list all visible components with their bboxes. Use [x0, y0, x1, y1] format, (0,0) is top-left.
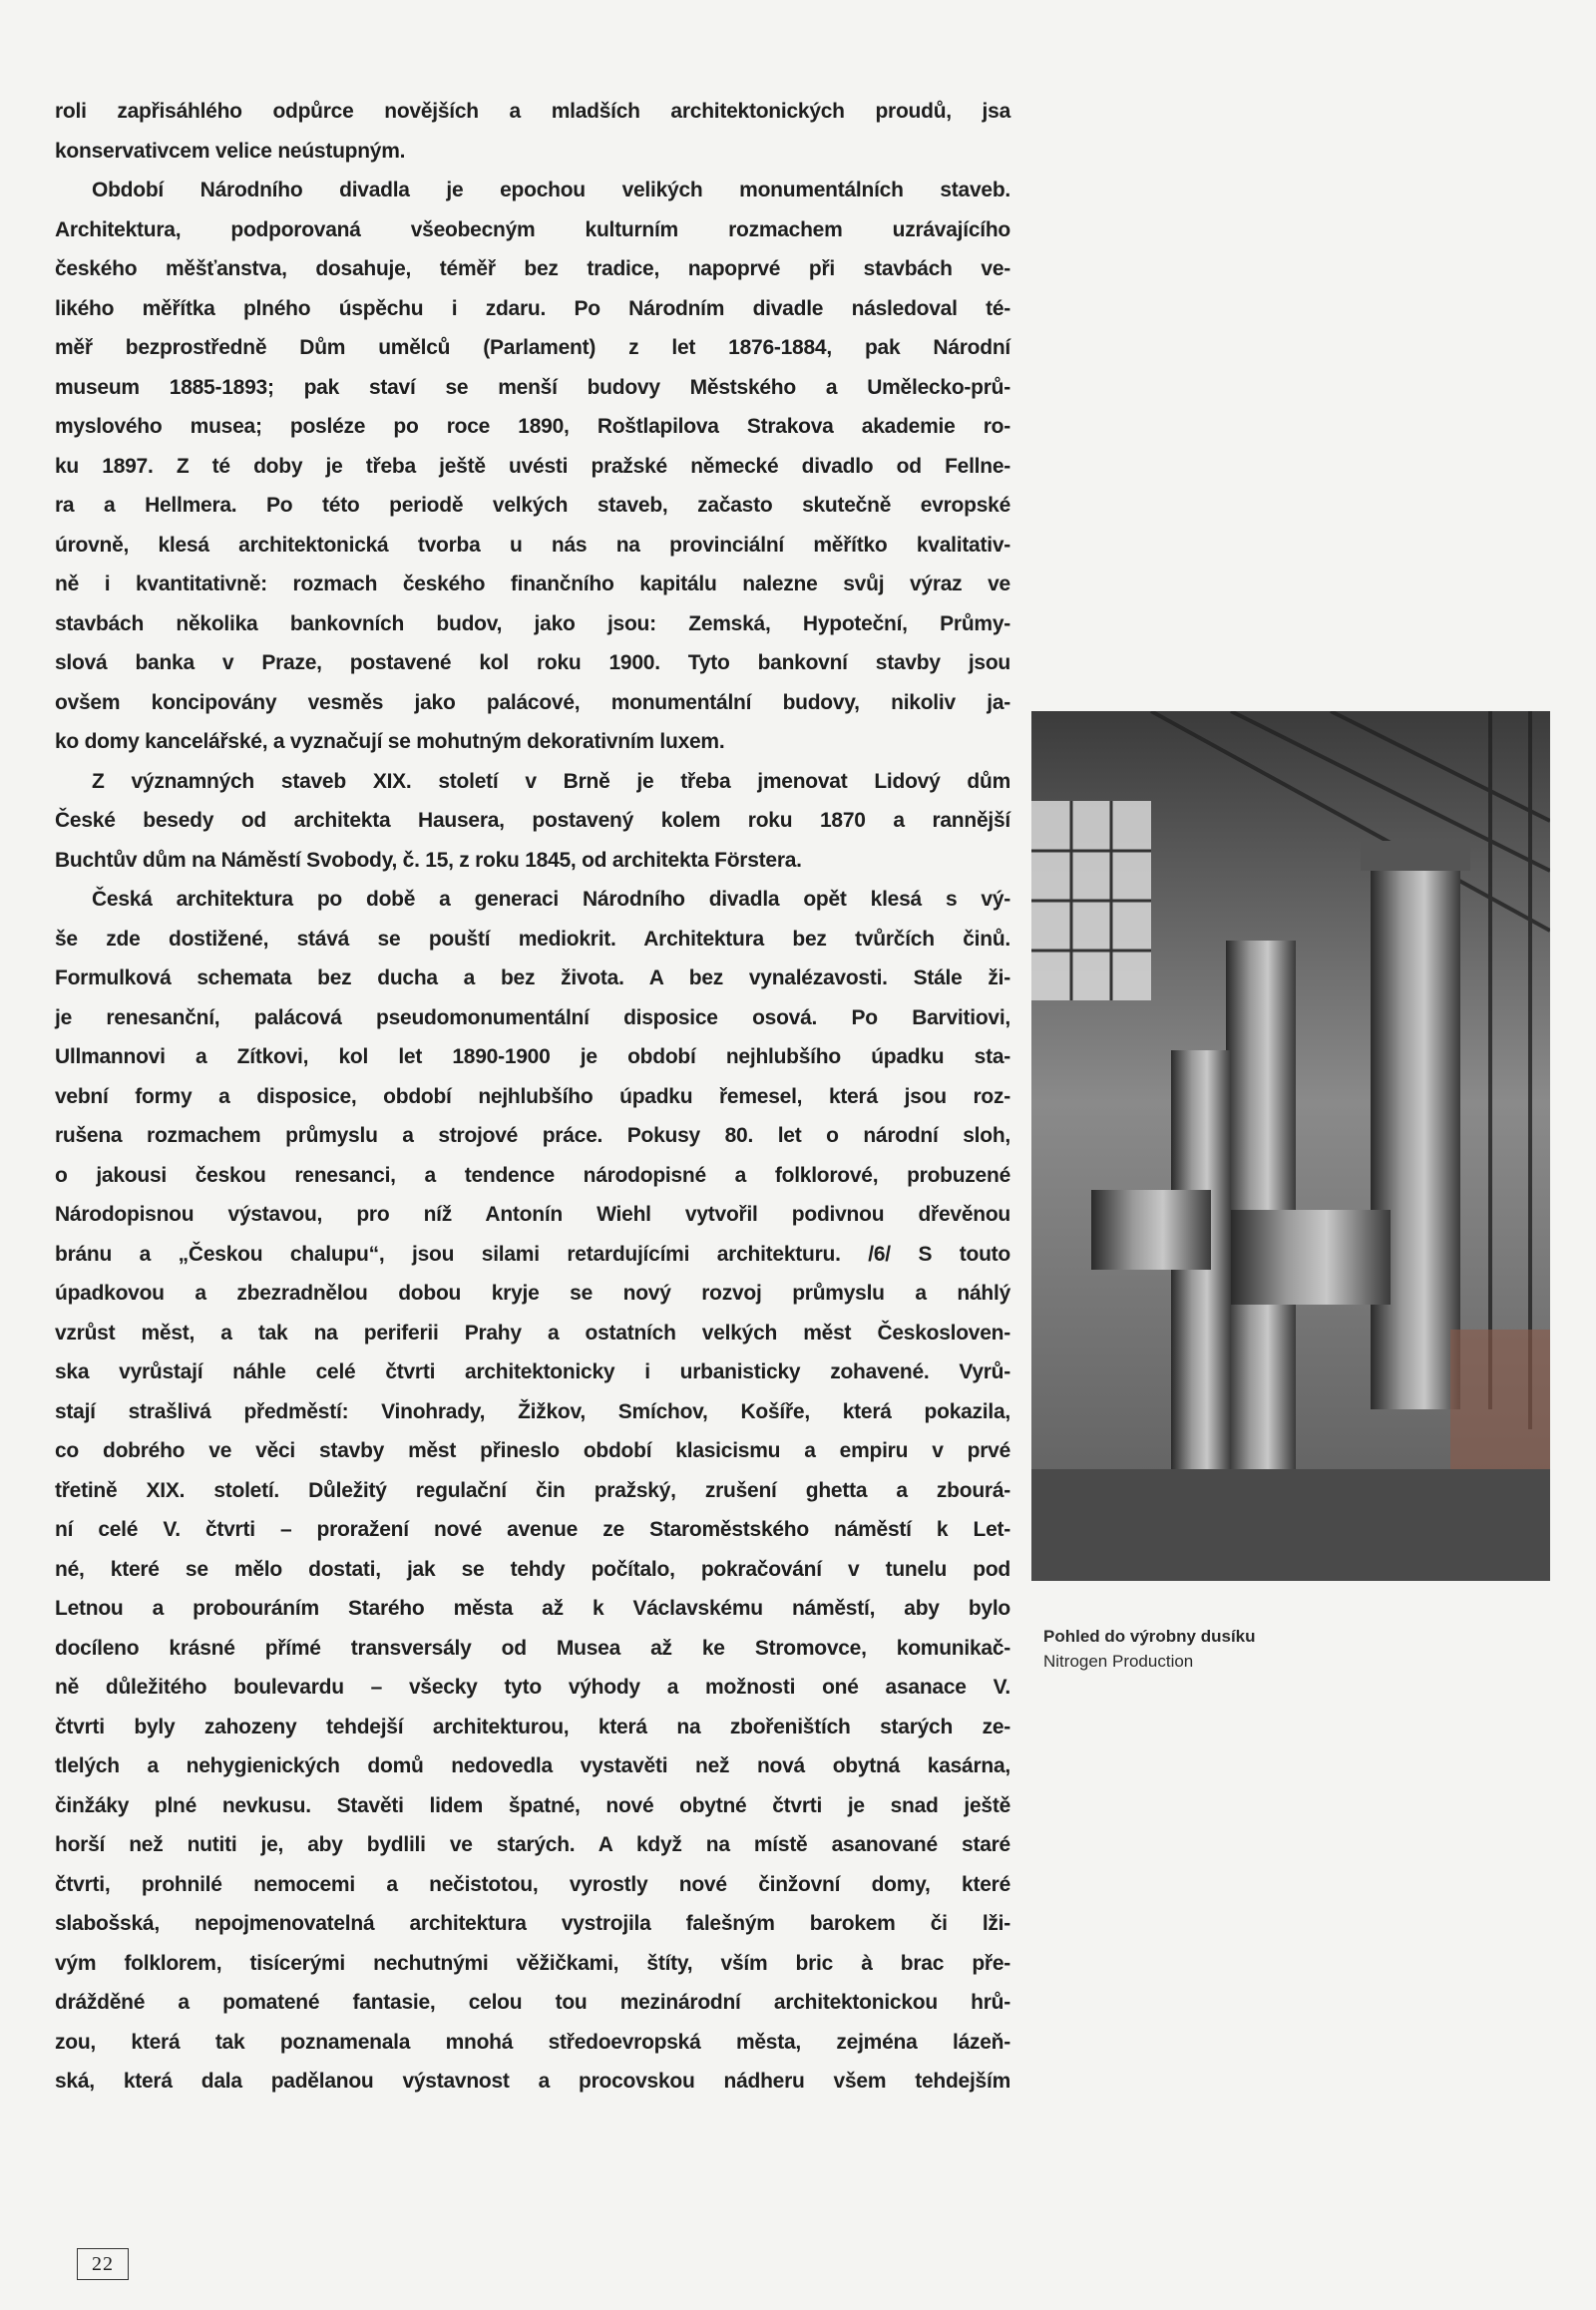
text-line: zou, která tak poznamenala mnohá středoevropská města, zejména lázeň- — [55, 2030, 1010, 2054]
text-line: Formulková schemata bez ducha a bez života. A bez vynalézavosti. Stále ži- — [55, 966, 1010, 989]
text-line: čtvrti byly zahozeny tehdejší architekturou, která na zbořeništích starých ze- — [55, 1715, 1010, 1738]
text-line: myslového musea; posléze po roce 1890, Roštlapilova Strakova akademie ro- — [55, 415, 1010, 438]
text-line: museum 1885-1893; pak staví se menší budovy Městského a Umělecko-prů- — [55, 375, 1010, 399]
text-line: stají strašlivá předměstí: Vinohrady, Žižkov, Smíchov, Košíře, která pokazila, — [55, 1399, 1010, 1423]
text-line: je renesanční, palácová pseudomonumentální disposice osová. Po Barvitiovi, — [55, 1005, 1010, 1029]
text-line: České besedy od architekta Hausera, postavený kolem roku 1870 a rannější — [55, 809, 1010, 832]
text-line: činžáky plné nevkusu. Stavěti lidem špatné, nové obytné čtvrti je snad ještě — [55, 1793, 1010, 1817]
text-line: slabošská, nepojmenovatelná architektura vystrojila falešným barokem či lži- — [55, 1912, 1010, 1935]
body-text — [55, 92, 1010, 2102]
text-line: Z významných staveb XIX. století v Brně je třeba jmenovat Lidový dům — [92, 769, 1010, 793]
text-line: ní celé V. čtvrti – proražení nové avenue ze Staroměstského náměstí k Let- — [55, 1518, 1010, 1541]
text-line: roli zapřisáhlého odpůrce novějších a mladších architektonických proudů, jsa — [55, 100, 1010, 123]
text-line: o jakousi českou renesanci, a tendence národopisné a folklorové, probuzené — [55, 1163, 1010, 1187]
text-line: ně důležitého boulevardu – všecky tyto výhody a možnosti oné asanace V. — [55, 1676, 1010, 1699]
text-line: třetině XIX. století. Důležitý regulační čin pražský, zrušení ghetta a zbourá- — [55, 1478, 1010, 1502]
text-line: Česká architektura po době a generaci Národního divadla opět klesá s vý- — [92, 888, 1010, 911]
text-line: ra a Hellmera. Po této periodě velkých staveb, začasto skutečně evropské — [55, 494, 1010, 517]
text-line: likého měřítka plného úspěchu i zdaru. Po Národním divadle následoval té- — [55, 296, 1010, 320]
caption-czech: Pohled do výrobny dusíku — [1043, 1627, 1256, 1646]
nitrogen-plant-image — [1031, 711, 1550, 1581]
caption-english: Nitrogen Production — [1043, 1652, 1194, 1671]
text-line: tlelých a nehygienických domů nedovedla vystavěti než nová obytná kasárna, — [55, 1754, 1010, 1777]
text-line: ně i kvantitativně: rozmach českého finančního kapitálu nalezne svůj výraz ve — [55, 573, 1010, 595]
text-line: úpadkovou a zbezradnělou dobou kryje se nový rozvoj průmyslu a náhlý — [55, 1282, 1010, 1305]
text-line: vební formy a disposice, období nejhlubšího úpadku řemesel, která jsou roz- — [55, 1084, 1010, 1108]
text-line: drážděné a pomatené fantasie, celou tou mezinárodní architektonickou hrů- — [55, 1991, 1010, 2014]
text-line: ko domy kancelářské, a vyznačují se mohutným dekorativním luxem. — [55, 730, 725, 753]
page-number: 22 — [77, 2248, 129, 2280]
text-line: ska vyrůstají náhle celé čtvrti architektonicky i urbanisticky zohavené. Vyrů- — [55, 1360, 1010, 1383]
text-line: Buchtův dům na Náměstí Svobody, č. 15, z roku 1845, od architekta Förstera. — [55, 848, 802, 872]
text-line: českého měšťanstva, dosahuje, téměř bez tradice, napoprvé při stavbách ve- — [55, 257, 1010, 280]
text-line: úrovně, klesá architektonická tvorba u nás na provinciální měřítko kvalitativ- — [55, 533, 1010, 557]
text-line: vým folklorem, tisícerými nechutnými věžičkami, štíty, vším bric à brac pře- — [55, 1951, 1010, 1975]
text-line: Ullmannovi a Zítkovi, kol let 1890-1900 je období nejhlubšího úpadku sta- — [55, 1045, 1010, 1068]
text-line: horší než nutiti je, aby bydlili ve starých. A když na místě asanované staré — [55, 1833, 1010, 1856]
text-line: ovšem koncipovány vesměs jako palácové, monumentální budovy, nikoliv ja- — [55, 690, 1010, 714]
text-line: Letnou a probouráním Starého města až k Václavskému náměstí, aby bylo — [55, 1597, 1010, 1620]
text-line: ská, která dala padělanou výstavnost a procovskou nádheru všem tehdejším — [55, 2070, 1010, 2093]
text-line: konservativcem velice neústupným. — [55, 139, 406, 163]
text-line: měř bezprostředně Dům umělců (Parlament) z let 1876-1884, pak Národní — [55, 336, 1010, 359]
text-line: Architektura, podporovaná všeobecným kulturním rozmachem uzrávajícího — [55, 217, 1010, 241]
text-line: rušena rozmachem průmyslu a strojové práce. Pokusy 80. let o národní sloh, — [55, 1124, 1010, 1147]
text-line: co dobrého ve věci stavby měst přineslo období klasicismu a empiru v prvé — [55, 1439, 1010, 1462]
text-line: vzrůst měst, a tak na periferii Prahy a ostatních velkých měst Českosloven- — [55, 1321, 1010, 1345]
figure-caption — [1043, 1624, 1256, 1674]
text-line: docíleno krásné přímé transversály od Musea až ke Stromovce, komunikač- — [55, 1636, 1010, 1660]
text-line: še zde dostižené, stává se pouští mediokrit. Architektura bez tvůrčích činů. — [55, 927, 1010, 951]
factory-interior-photo — [1031, 711, 1550, 1581]
text-line: ku 1897. Z té doby je třeba ještě uvésti pražské německé divadlo od Fellne- — [55, 454, 1010, 478]
text-line: Období Národního divadla je epochou velikých monumentálních staveb. — [92, 179, 1010, 201]
text-line: stavbách několika bankovních budov, jako jsou: Zemská, Hypoteční, Průmy- — [55, 611, 1010, 635]
text-line: bránu a „Českou chalupu“, jsou silami retardujícími architekturu. /6/ S touto — [55, 1242, 1010, 1266]
text-line: Národopisnou výstavou, pro níž Antonín Wiehl vytvořil podivnou dřevěnou — [55, 1203, 1010, 1226]
text-line: né, které se mělo dostati, jak se tehdy počítalo, pokračování v tunelu pod — [55, 1557, 1010, 1581]
text-line: čtvrti, prohnilé nemocemi a nečistotou, vyrostly nové činžovní domy, které — [55, 1872, 1010, 1896]
text-line: slová banka v Praze, postavené kol roku 1900. Tyto bankovní stavby jsou — [55, 651, 1010, 674]
